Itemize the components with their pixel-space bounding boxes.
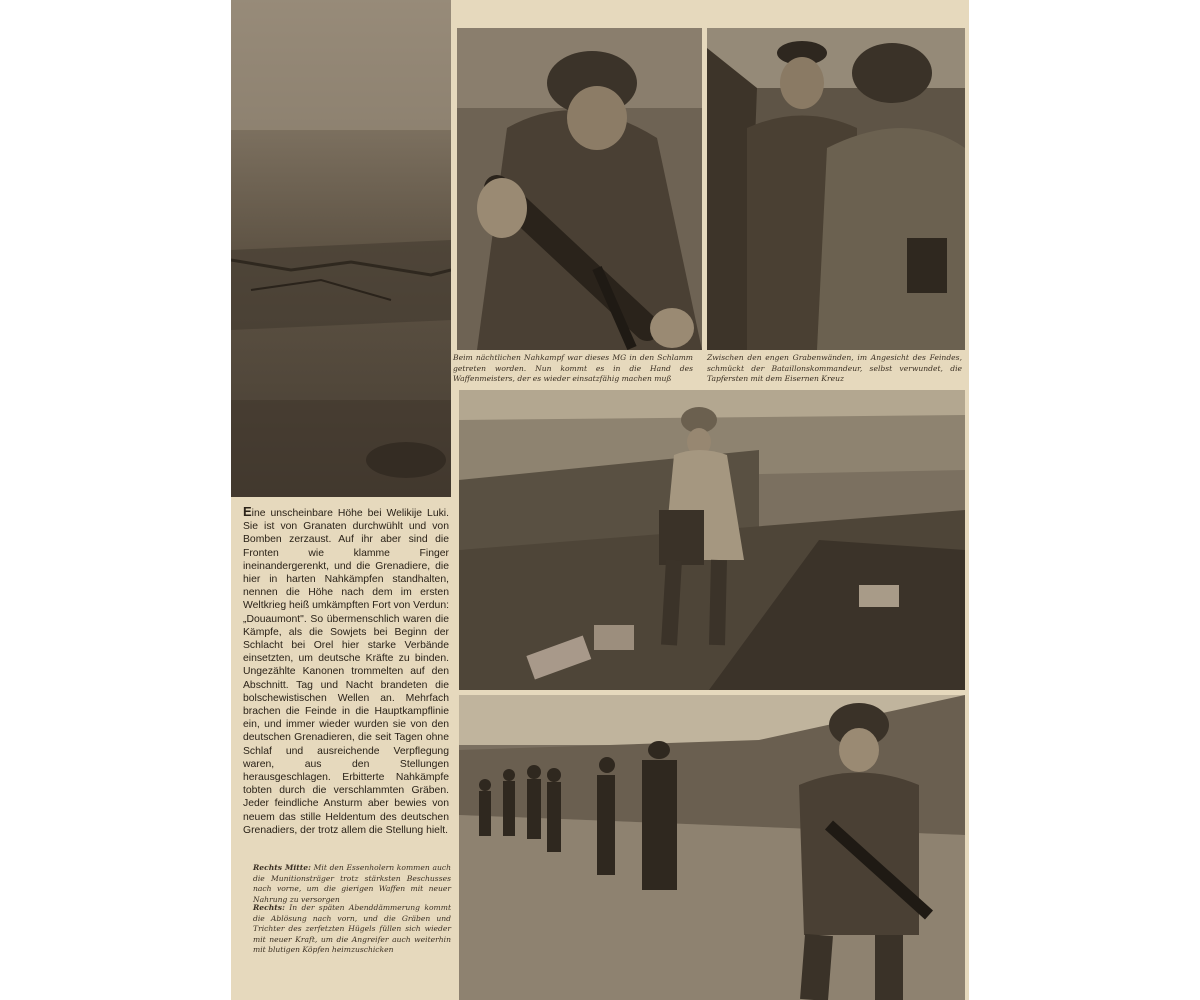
magazine-page (231, 0, 969, 1000)
photo-hill-landscape (231, 0, 451, 497)
caption-right-label: Rechts: (253, 903, 285, 912)
article-body (243, 505, 449, 837)
caption-middle (253, 863, 451, 905)
photo-mg-soldier (457, 28, 702, 350)
caption-middle-text: Mit den Essenholern kommen auch die Munitionsträger trotz stärksten Beschusses nach vorne, um die gierigen Waffen mit neuer Nahrung zu versorgen (253, 863, 452, 904)
caption-trench: Zwischen den engen Grabenwänden, im Angesicht des Feindes, schmückt der Bataillonskommandeur, selbst verwundet, die Tapfersten mit dem Eisernen Kreuz (707, 353, 962, 384)
photo-trench-decoration (707, 28, 965, 350)
photo-relief-troops (459, 695, 965, 1000)
caption-right (253, 903, 451, 956)
caption-right-text: In der späten Abenddämmerung kommt die Ablösung nach vorn, und die Gräben und Trichter des zerfetzten Hügels füllen sich wieder mit neuer Kraft, um die Angreifer auch weiterhin mit blutigen Köpfen heimzuschicken (253, 903, 451, 955)
caption-mg: Beim nächtlichen Nahkampf war dieses MG in den Schlamm getreten worden. Nun kommt es in die Hand des Waffenmeisters, der es wieder einsatzfähig machen muß (453, 353, 693, 384)
article-dropcap: E (243, 504, 252, 519)
photo-munitions-carrier (459, 390, 965, 690)
caption-middle-label: Rechts Mitte: (253, 863, 311, 872)
article-text: ine unscheinbare Höhe bei Welikije Luki. Sie ist von Granaten durchwühlt und von Bomben zerzaust. Auf ihr aber sind die Fronten wie klamme Finger ineinandergerenkt, und die Grenadiere, die hier in harten Nahkämpfen standhalten, nennen die Höhe nach dem im ersten Weltkrieg heiß umkämpften Fort von Verdun: „Douaumont". So übermenschlich waren die Kämpfe, als die Sowjets bei Beginn der Schlacht bei Orel hier starke Verbände einsetzten, um deutsche Kräfte zu binden. Ungezählte Kanonen trommelten auf den Abschnitt. Tag und Nacht brandeten die bolschewistischen Wellen an. Mehrfach brachen die Feinde in die Hauptkampflinie ein, und immer wieder wurden sie von den deutschen Grenadieren, die seit Tagen ohne Schlaf und ausreichende Verpflegung waren, aus den Stellungen herausgeschlagen. Erbitterte Nahkämpfe tobten durch die verschlammten Gräben. Jeder feindliche Ansturm aber bewies von neuem das stille Heldentum des deutschen Grenadiers, der trotz allem die Stellung hielt. (243, 508, 449, 836)
